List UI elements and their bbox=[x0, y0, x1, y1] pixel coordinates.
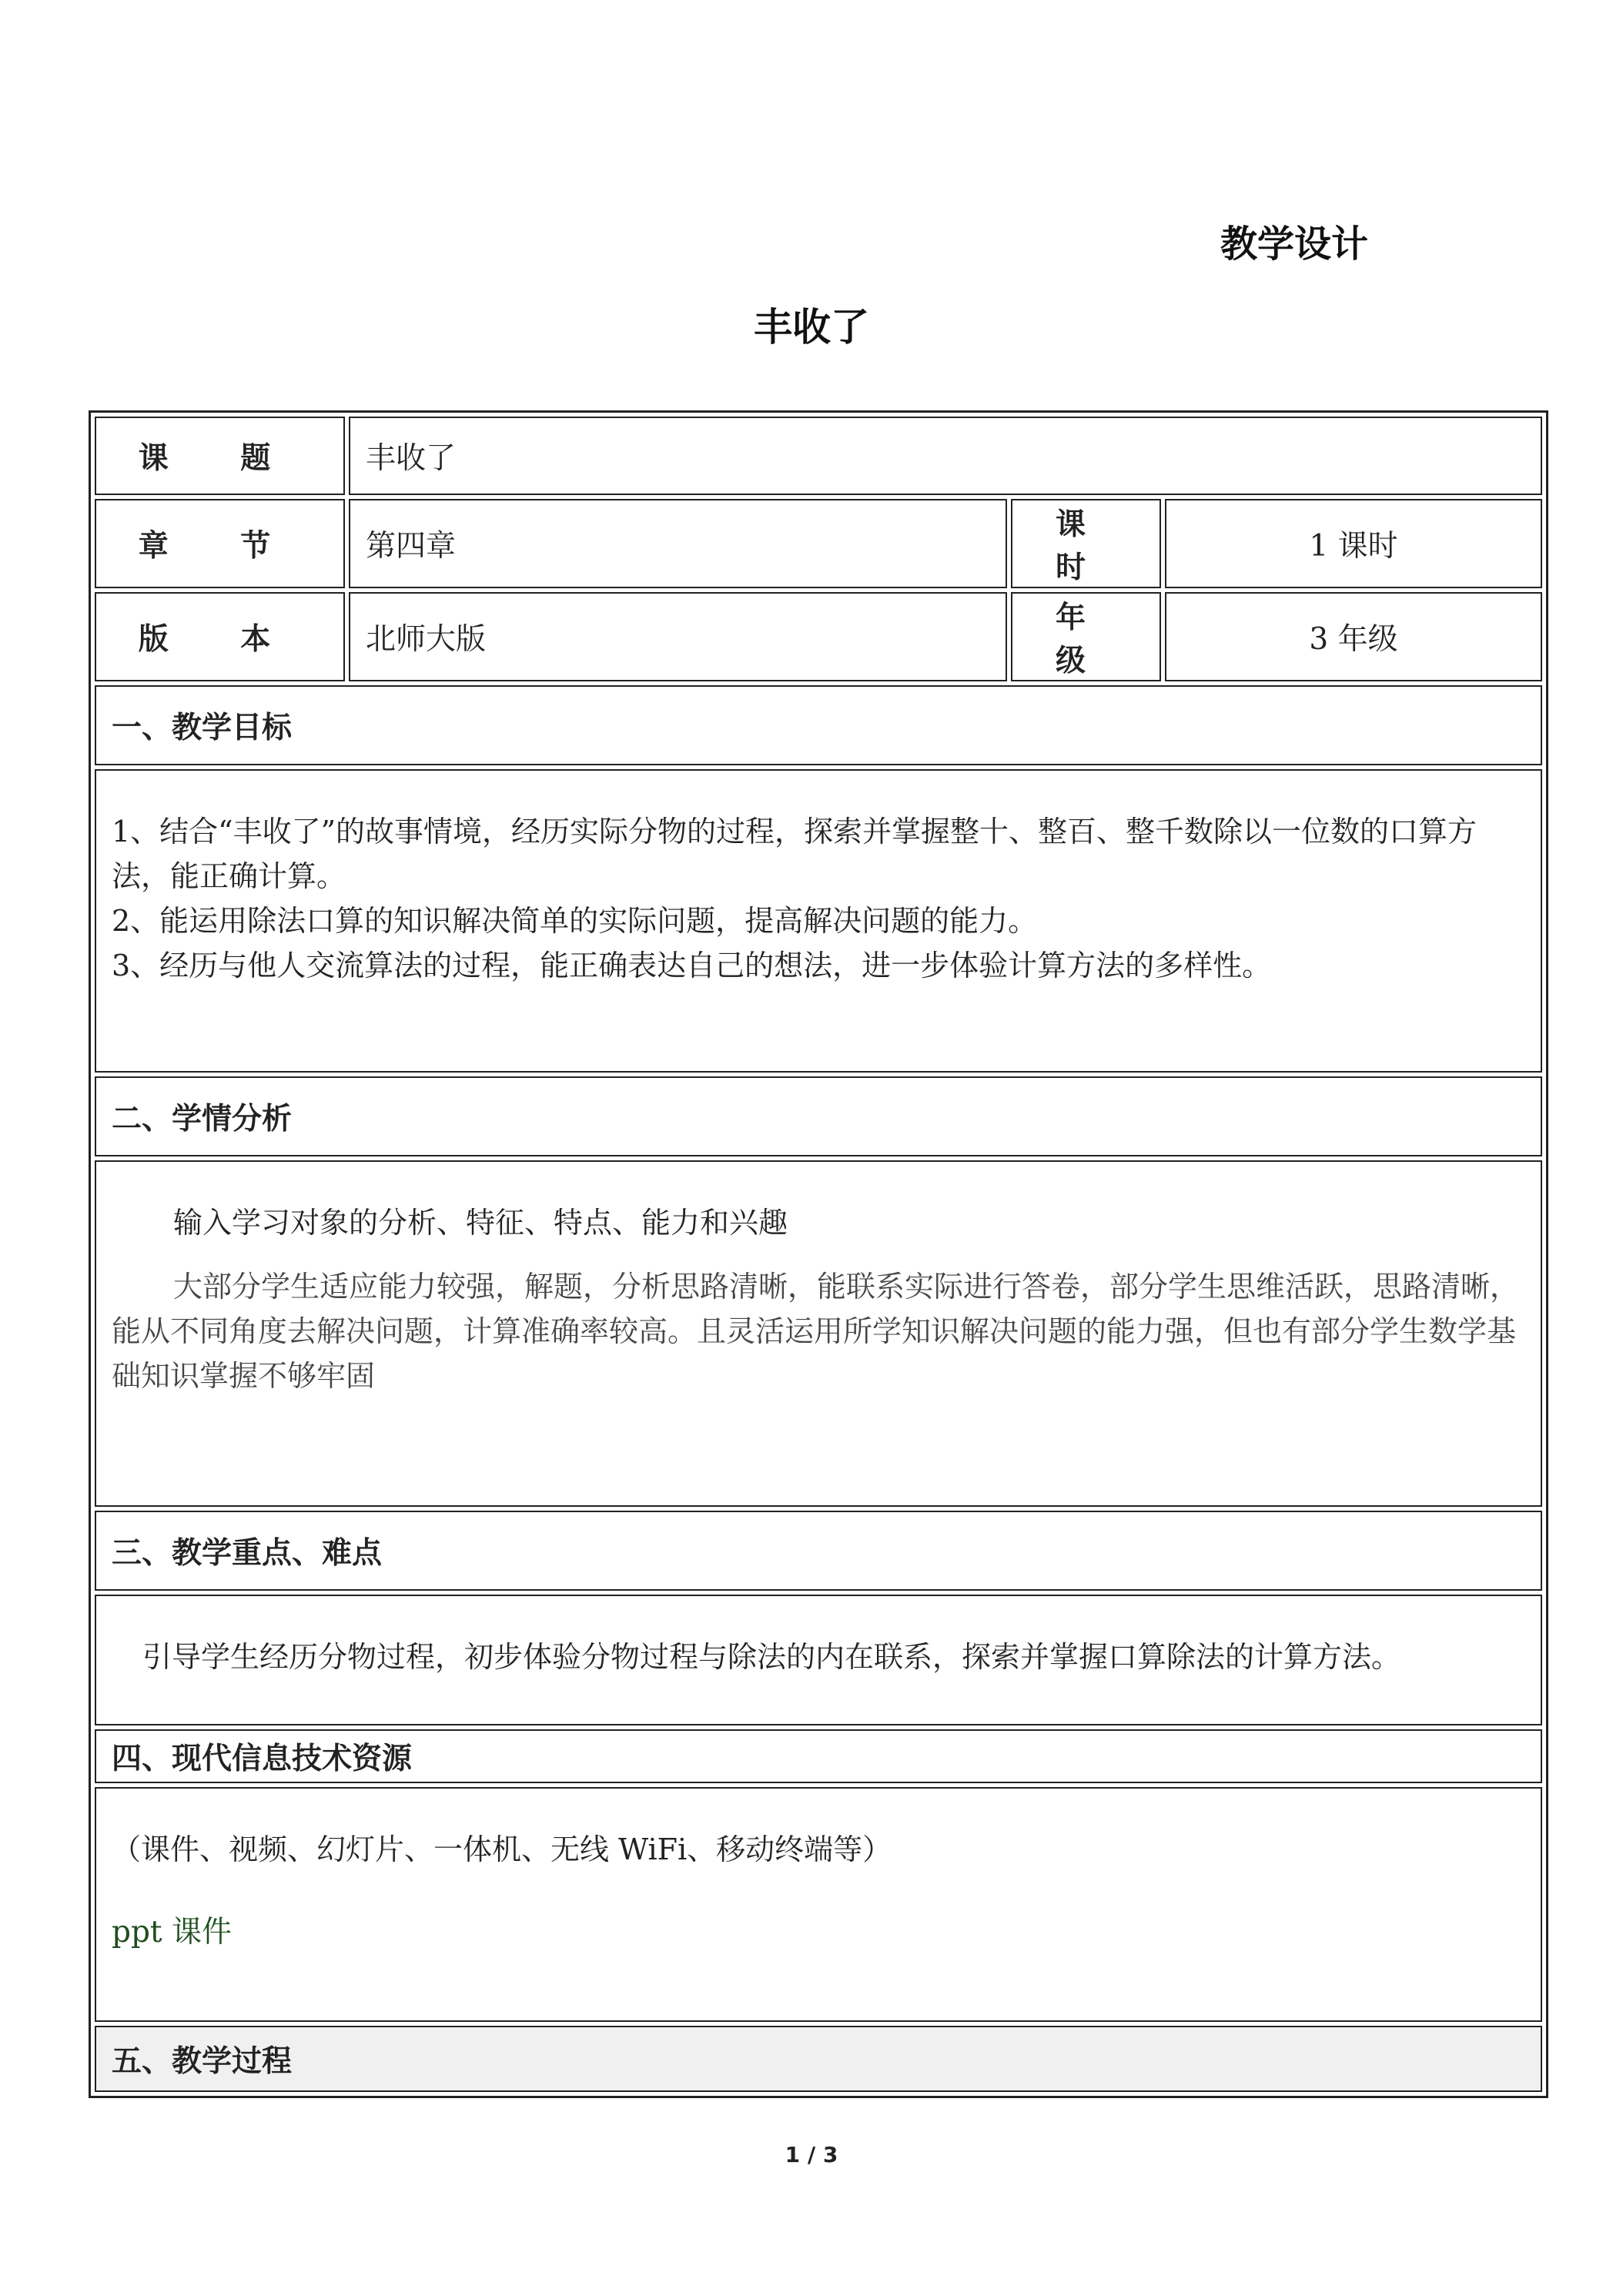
goal-item-1: 1、结合“丰收了”的故事情境，经历实际分物的过程，探索并掌握整十、整百、整千数除以一位数的口算方法，能正确计算。 bbox=[112, 815, 1477, 893]
key-points-body bbox=[95, 1595, 1542, 1725]
resources-prompt: （课件、视频、幻灯片、一体机、无线 WiFi、移动终端等） bbox=[112, 1832, 892, 1866]
edition-value: 北师大版 bbox=[349, 592, 1007, 681]
goals-heading: 一、教学目标 bbox=[95, 685, 1542, 765]
edition-row bbox=[95, 592, 1542, 681]
goals-body-row bbox=[95, 769, 1542, 1073]
resources-body-row bbox=[95, 1787, 1542, 2022]
process-heading: 五、教学过程 bbox=[95, 2026, 1542, 2092]
analysis-body bbox=[95, 1160, 1542, 1507]
analysis-text: 大部分学生适应能力较强，解题，分析思路清晰，能联系实际进行答卷，部分学生思维活跃，思路清晰，能从不同角度去解决问题，计算准确率较高。且灵活运用所学知识解决问题的能力强，但也有部分学生数学基础知识掌握不够牢固 bbox=[112, 1270, 1520, 1393]
key-points-body-row bbox=[95, 1595, 1542, 1725]
chapter-value: 第四章 bbox=[349, 499, 1007, 588]
grade-value: 3 年级 bbox=[1165, 592, 1542, 681]
topic-label: 课 题 bbox=[95, 417, 345, 495]
goals-heading-row bbox=[95, 685, 1542, 765]
key-points-heading: 三、教学重点、难点 bbox=[95, 1511, 1542, 1591]
document-type-heading: 教学设计 bbox=[1220, 223, 1369, 266]
period-value: 1 课时 bbox=[1165, 499, 1542, 588]
goals-body bbox=[95, 769, 1542, 1073]
analysis-heading: 二、学情分析 bbox=[95, 1076, 1542, 1156]
grade-label: 年 级 bbox=[1011, 592, 1161, 681]
topic-value: 丰收了 bbox=[349, 417, 1542, 495]
lesson-title: 丰收了 bbox=[754, 305, 869, 350]
resources-heading: 四、现代信息技术资源 bbox=[95, 1729, 1542, 1783]
key-points-text: 引导学生经历分物过程，初步体验分物过程与除法的内在联系，探索并掌握口算除法的计算方法。 bbox=[142, 1640, 1401, 1674]
resources-body bbox=[95, 1787, 1542, 2022]
goal-item-3: 3、经历与他人交流算法的过程，能正确表达自己的想法，进一步体验计算方法的多样性。 bbox=[112, 949, 1272, 982]
key-points-heading-row bbox=[95, 1511, 1542, 1591]
period-label: 课 时 bbox=[1011, 499, 1161, 588]
resources-value: ppt 课件 bbox=[112, 1915, 233, 1950]
chapter-row bbox=[95, 499, 1542, 588]
edition-label: 版 本 bbox=[95, 592, 345, 681]
chapter-label: 章 节 bbox=[95, 499, 345, 588]
analysis-prompt: 输入学习对象的分析、特征、特点、能力和兴趣 bbox=[173, 1206, 788, 1240]
goal-item-2: 2、能运用除法口算的知识解决简单的实际问题，提高解决问题的能力。 bbox=[112, 904, 1038, 938]
process-heading-row bbox=[95, 2026, 1542, 2092]
resources-heading-row bbox=[95, 1729, 1542, 1783]
page-number: 1 / 3 bbox=[785, 2142, 838, 2167]
lesson-plan-table bbox=[89, 410, 1548, 2098]
topic-row bbox=[95, 417, 1542, 495]
analysis-heading-row bbox=[95, 1076, 1542, 1156]
analysis-body-row bbox=[95, 1160, 1542, 1507]
